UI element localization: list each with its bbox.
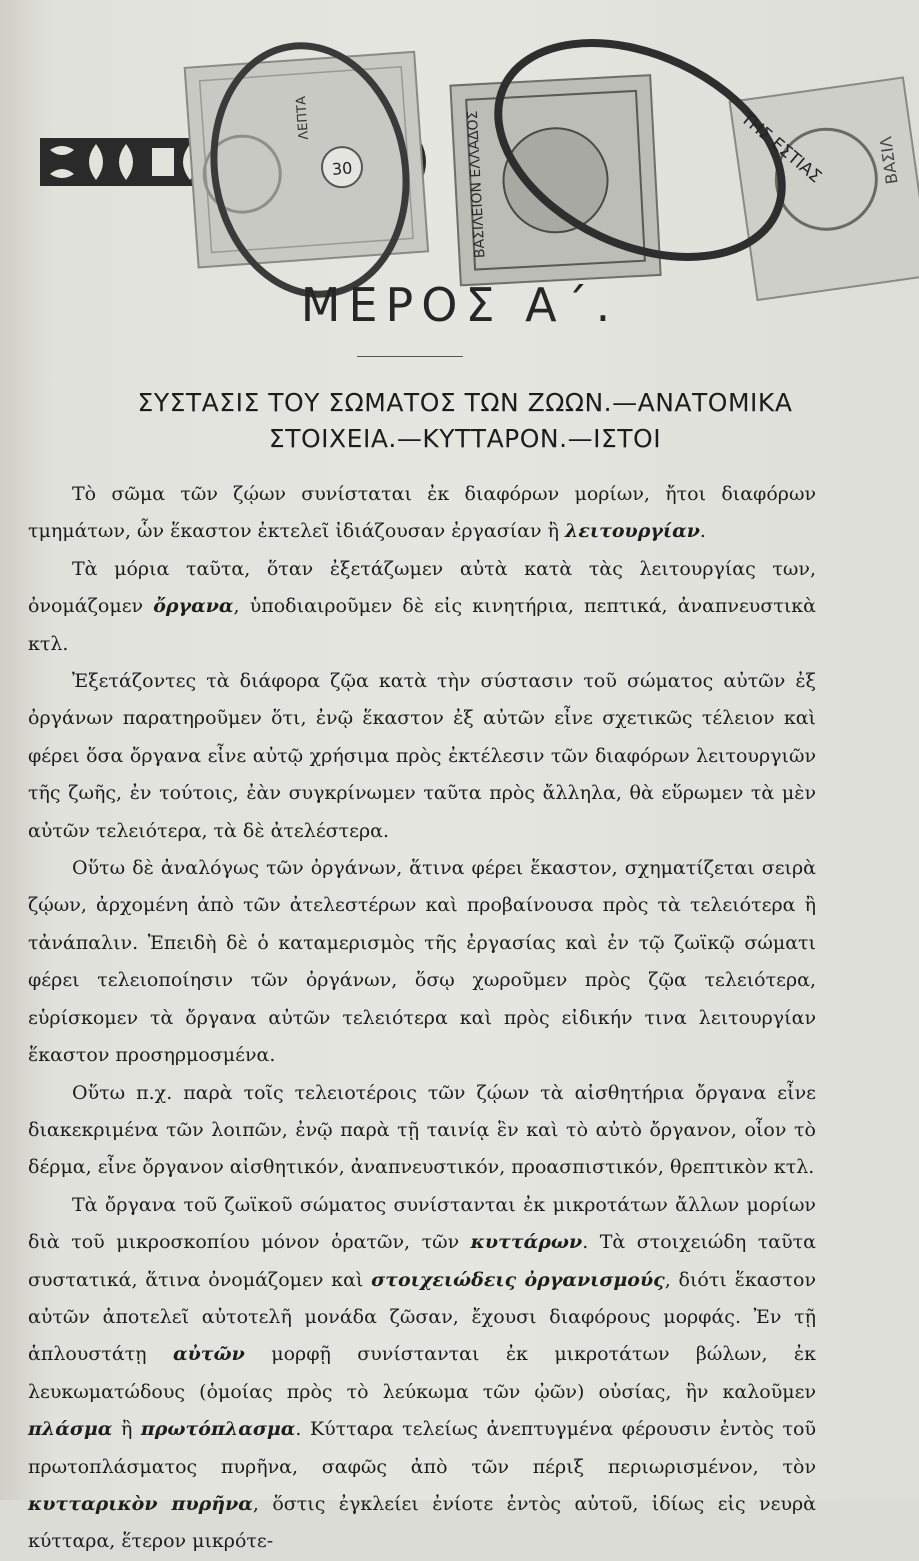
paragraph-2: Τὰ μόρια ταῦτα, ὅταν ἐξετάζωμεν αὐτὰ κατὰ τὰς λειτουργίας των, ὀνομάζομεν ὄργανα, ὑποδιαιροῦμεν δὲ εἰς κινητήρια, πεπτικά, ἀναπνευστικὰ κτλ.: [28, 557, 816, 655]
section-title-line1: ΣΥΣΤΑΣΙΣ ΤΟΥ ΣΩΜΑΤΟΣ ΤΩΝ ΖΩΩΝ.—ΑΝΑΤΟΜΙΚΑ: [137, 388, 793, 417]
stamp1-value: 30: [331, 158, 353, 179]
term-stoicheiodeis: στοιχειώδεις ὀργανισμούς: [371, 1268, 665, 1291]
paragraph-6: Τὰ ὄργανα τοῦ ζωϊκοῦ σώματος συνίστανται ἐκ μικροτάτων ἄλλων μορίων διὰ τοῦ μικροσκοπίου μόνον ὁρατῶν, τῶν κυττάρων. Τὰ στοιχειώδη ταῦτα συστατικά, ἅτινα ὀνομάζομεν καὶ στοιχειώδεις ὀργανισμούς, διότι ἕκαστον αὐτῶν ἀποτελεῖ αὐτοτελῆ μονάδα ζῶσαν, ἔχουσι διαφόρους μορφάς. Ἐν τῇ ἁπλουστάτῃ αὐτῶν μορφῇ συνίστανται ἐκ μικροτάτων βώλων, ἐκ λευκωματώδους (ὁμοίας πρὸς τὸ λεύκωμα τῶν ᾠῶν) οὐσίας, ἣν καλοῦμεν πλάσμα ἢ πρωτόπλασμα. Κύτταρα τελείως ἀνεπτυγμένα φέρουσιν ἐντὸς τοῦ πρωτοπλάσματος πυρῆνα, σαφῶς ἀπὸ τῶν πέριξ περιωρισμένον, τὸν κυτταρικὸν πυρῆνα, ὅστις ἐγκλείει ἐνίοτε ἐντὸς αὐτοῦ, ἰδίως εἰς νευρὰ κύτταρα, ἕτερον μικρότε-: [28, 1193, 816, 1553]
stamp-vasileion: [450, 75, 660, 285]
paragraph-4: Οὕτω δὲ ἀναλόγως τῶν ὀργάνων, ἅτινα φέρει ἕκαστον, σχηματίζεται σειρὰ ζῴων, ἀρχομένη ἀπὸ τῶν ἀτελεστέρων καὶ προβαίνουσα πρὸς τὰ τελειότερα ἢ τἀνάπαλιν. Ἐπειδὴ δὲ ὁ καταμερισμὸς τῆς ἐργασίας καὶ ἐν τῷ ζωϊκῷ σώματι φέρει τελειοποίησιν τῶν ὀργάνων, ὅσῳ χωροῦμεν πρὸς ζῷα τελειότερα, εὑρίσκομεν τὰ ὄργανα αὐτῶν τελειότερα καὶ πρὸς εἰδικήν τινα λειτουργίαν ἕκαστον προσηρμοσμένα.: [28, 857, 816, 1067]
paragraph-3: Ἐξετάζοντες τὰ διάφορα ζῷα κατὰ τὴν σύστασιν τοῦ σώματος αὐτῶν ἐξ ὀργάνων παρατηροῦμεν ὅτι, ἐνῷ ἕκαστον ἐξ αὐτῶν εἶνε σχετικῶς τέλειον καὶ φέρει ὅσα ὄργανα εἶνε αὐτῷ χρήσιμα πρὸς ἐκτέλεσιν τῶν διαφόρων λειτουργιῶν τῆς ζωῆς, ἐν τούτοις, ἐὰν συγκρίνωμεν ταῦτα πρὸς ἄλληλα, θὰ εὕρωμεν τὰ μὲν αὐτῶν τελειότερα, τὰ δὲ ἀτελέστερα.: [28, 670, 816, 842]
stamp-right: [730, 78, 919, 300]
term-protoplasma: πρωτόπλασμα: [140, 1418, 296, 1441]
stamp-30-lepta: [185, 52, 428, 268]
part-title: ΜΕΡΟΣ Α΄.: [300, 278, 619, 332]
title-divider: [357, 356, 463, 357]
stamp1-unit: ΛΕΠΤΑ: [293, 95, 312, 141]
revenue-stamps: [180, 20, 919, 320]
term-organa: ὄργανα: [153, 595, 234, 618]
term-kyttaron: κυττάρων: [470, 1231, 583, 1254]
stamp3-text: ΒΑΣΙΛ: [876, 135, 902, 186]
term-plasma: πλάσμα: [28, 1418, 113, 1441]
term-leitourgia: λειτουργίαν: [565, 520, 700, 543]
stamp2-text: ΒΑΣΙΛΕΙΟΝ ΕΛΛΑΔΟΣ: [464, 110, 489, 259]
body-text: [28, 476, 816, 1561]
paragraph-5: Οὕτω π.χ. παρὰ τοῖς τελειοτέροις τῶν ζῴων τὰ αἰσθητήρια ὄργανα εἶνε διακεκριμένα τῶν λοιπῶν, ἐνῷ παρὰ τῇ ταινίᾳ ἓν καὶ τὸ αὐτὸ ὄργανον, οἷον τὸ δέρμα, εἶνε ὄργανον αἰσθητικόν, ἀναπνευστικόν, προασπιστικόν, θρεπτικὸν κτλ.: [28, 1081, 816, 1179]
section-title: [40, 385, 890, 457]
term-auton: αὐτῶν: [172, 1343, 245, 1366]
term-kyttarikos-pyrin: κυτταρικὸν πυρῆνα: [28, 1492, 253, 1515]
paragraph-1: Τὸ σῶμα τῶν ζῴων συνίσταται ἐκ διαφόρων μορίων, ἤτοι διαφόρων τμημάτων, ὧν ἕκαστον ἐκτελεῖ ἰδιάζουσαν ἐργασίαν ἢ λειτουργίαν.: [28, 483, 816, 543]
seal-text: ΤΗΣ ΕΣΤΙΑΣ: [736, 108, 826, 188]
section-title-line2: ΣΤΟΙΧΕΙΑ.—ΚΥΤΤΑΡΟΝ.—ΙΣΤΟΙ: [268, 424, 662, 453]
